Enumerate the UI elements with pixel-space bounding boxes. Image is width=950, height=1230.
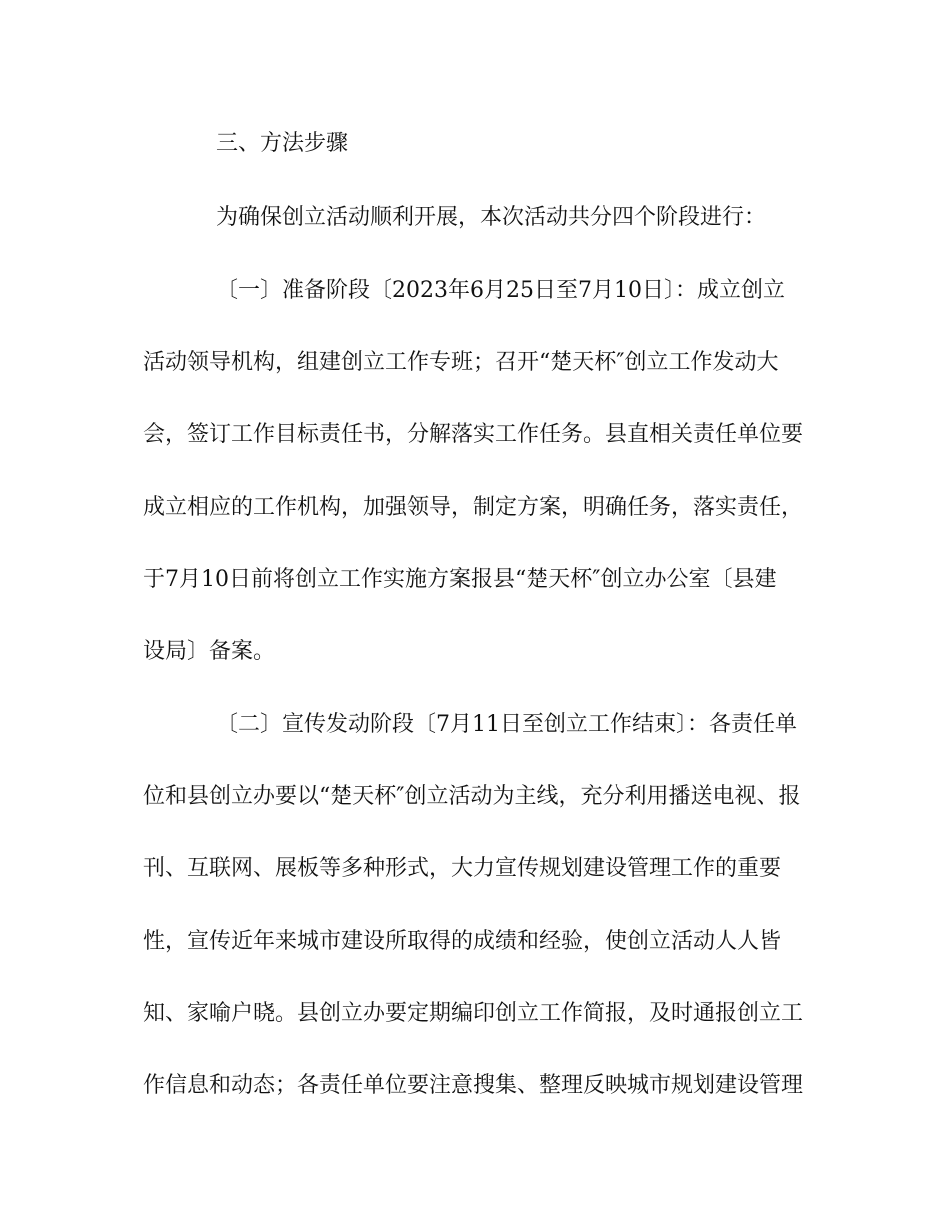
paragraph-line: 设局〕备案。 — [143, 639, 276, 664]
paragraph-line: 〔二〕宣传发动阶段〔7月11日至创立工作结束〕：各责任单 — [216, 712, 797, 737]
paragraph-line: 作信息和动态；各责任单位要注意搜集、整理反映城市规划建设管理 — [143, 1073, 804, 1098]
paragraph-line: 位和县创立办要以“楚天杯″创立活动为主线，充分利用播送电视、报 — [143, 784, 801, 809]
paragraph-line: 刊、互联网、展板等多种形式，大力宣传规划建设管理工作的重要 — [143, 856, 782, 881]
paragraph-line: 活动领导机构，组建创立工作专班；召开“楚天杯″创立工作发动大 — [143, 350, 779, 375]
paragraph-line: 性，宣传近年来城市建设所取得的成绩和经验，使创立活动人人皆 — [143, 929, 782, 954]
paragraph-line: 成立相应的工作机构，加强领导，制定方案，明确任务，落实责任， — [143, 495, 804, 520]
paragraph-line: 于7月10日前将创立工作实施方案报县“楚天杯″创立办公室〔县建 — [143, 567, 777, 592]
paragraph-intro: 为确保创立活动顺利开展，本次活动共分四个阶段进行： — [216, 205, 767, 230]
paragraph-line: 〔一〕准备阶段〔2023年6月25日至7月10日〕：成立创立 — [216, 278, 785, 303]
section-heading: 三、方法步骤 — [216, 131, 349, 156]
paragraph-line: 知、家喻户晓。县创立办要定期编印创立工作简报，及时通报创立工 — [143, 1001, 804, 1026]
paragraph-line: 会，签订工作目标责任书，分解落实工作任务。县直相关责任单位要 — [143, 422, 804, 447]
